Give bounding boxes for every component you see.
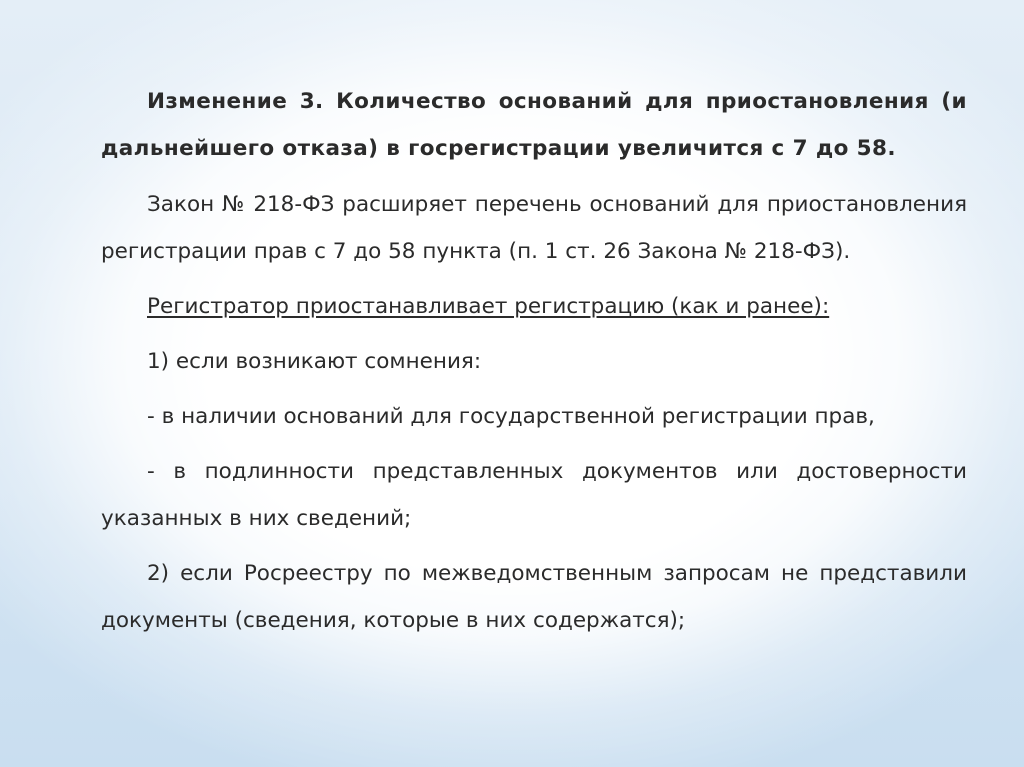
paragraph-law-218: Закон № 218-ФЗ расширяет перечень оснований для приостановления регистрации прав с 7 до 58 пункта (п. 1 ст. 26 Закона № 218-ФЗ). xyxy=(101,192,967,264)
underlined-text: Регистратор приостанавливает регистрацию (как и ранее): xyxy=(147,294,830,319)
paragraph-registrar-suspends xyxy=(101,283,967,330)
list-subitem-authenticity: - в подлинности представленных документов или достоверности указанных в них сведений; xyxy=(101,459,967,531)
list-subitem-grounds: - в наличии оснований для государственной регистрации прав, xyxy=(147,404,875,429)
list-item-2: 2) если Росреестру по межведомственным запросам не представили документы (сведения, которые в них содержатся); xyxy=(101,561,967,633)
heading-change-3: Изменение 3. Количество оснований для приостановления (и дальнейшего отказа) в госрегистрации увеличится с 7 до 58. xyxy=(101,89,967,161)
slide-content xyxy=(101,78,967,698)
list-item-1: 1) если возникают сомнения: xyxy=(147,349,482,374)
